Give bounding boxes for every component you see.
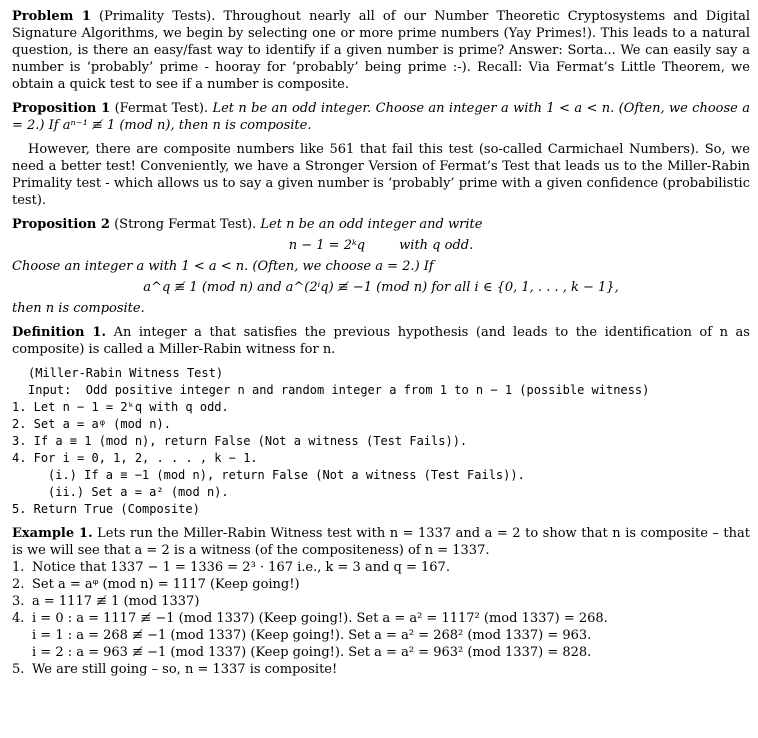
algorithm-step: 4. For i = 0, 1, 2, . . . , k − 1. bbox=[12, 451, 258, 465]
eq1: n − 1 = 2ᵏq bbox=[288, 238, 366, 253]
problem-paragraph bbox=[12, 8, 750, 93]
problem-title: (Primality Tests). bbox=[98, 9, 216, 24]
algorithm-title: (Miller-Rabin Witness Test) bbox=[28, 366, 224, 380]
example-step: i = 1 : a = 268 ≢ −1 (mod 1337) (Keep going!). Set a = a² = 268² (mod 1337) = 963. bbox=[32, 628, 592, 643]
example-step: i = 2 : a = 963 ≢ −1 (mod 1337) (Keep going!). Set a = a² = 963² (mod 1337) = 828. bbox=[32, 645, 592, 660]
eq1-condition: with q odd. bbox=[399, 238, 474, 253]
prop2-choose: Choose an integer a with 1 < a < n. (Often, we choose a = 2.) If bbox=[12, 259, 434, 274]
algorithm-step: 1. Let n − 1 = 2ᵏq with q odd. bbox=[12, 400, 229, 414]
algorithm-step: 5. Return True (Composite) bbox=[12, 502, 200, 516]
def1-body: An integer a that satisfies the previous hypothesis (and leads to the identification of n as composite) is called a Miller-Rabin witness for n. bbox=[12, 325, 750, 357]
prop2-intro: Let n be an odd integer and write bbox=[260, 217, 483, 232]
example-step: 1. Notice that 1337 − 1 = 1336 = 2³ · 167 i.e., k = 3 and q = 167. bbox=[12, 560, 450, 575]
equation-n-minus-1 bbox=[12, 237, 750, 254]
proposition-1 bbox=[12, 100, 750, 134]
prop2-heading: Proposition 2 bbox=[12, 217, 110, 232]
prop1-heading: Proposition 1 bbox=[12, 101, 111, 116]
prop2-title: (Strong Fermat Test). bbox=[114, 217, 257, 232]
example-body: Lets run the Miller-Rabin Witness test with n = 1337 and a = 2 to show that n is composite – that is we will see that a = 2 is a witness (of the compositeness) of n = 1337. bbox=[12, 526, 751, 558]
eq2: a^q ≢ 1 (mod n) and a^(2ⁱq) ≢ −1 (mod n) for all i ∈ {0, 1, . . . , k − 1}, bbox=[143, 280, 619, 295]
algorithm-substep: (ii.) Set a = a² (mod n). bbox=[48, 485, 229, 499]
algorithm-substep: (i.) If a ≡ −1 (mod n), return False (Not a witness (Test Fails)). bbox=[48, 468, 525, 482]
prop1-body: Let n be an odd integer. Choose an integer a with 1 < a < n. (Often, we choose a = 2.) If aⁿ⁻¹ ≢ 1 (mod n), then n is composite. bbox=[12, 101, 750, 133]
proposition-2 bbox=[12, 216, 750, 233]
carmichael-paragraph: However, there are composite numbers like 561 that fail this test (so-called Carmichael Numbers). So, we need a better test! Conveniently, we have a Stronger Version of Fermat’s Test that leads us to the Miller-Rabin Primality test - which allows us to say a given number is ‘probably’ prime with a given confidence (probabilistic test). bbox=[12, 142, 750, 208]
example-1 bbox=[12, 525, 750, 559]
example-heading: Example 1. bbox=[12, 526, 93, 541]
example-step: 4. i = 0 : a = 1117 ≢ −1 (mod 1337) (Keep going!). Set a = a² = 1117² (mod 1337) = 268. bbox=[12, 611, 608, 626]
example-step: 5. We are still going – so, n = 1337 is composite! bbox=[12, 662, 338, 677]
algorithm-input: Input: Odd positive integer n and random integer a from 1 to n − 1 (possible witness) bbox=[28, 383, 650, 397]
equation-conditions bbox=[12, 279, 750, 296]
algorithm-step: 3. If a ≡ 1 (mod n), return False (Not a witness (Test Fails)). bbox=[12, 434, 468, 448]
algorithm-step: 2. Set a = aᵠ (mod n). bbox=[12, 417, 171, 431]
example-steps bbox=[12, 559, 750, 678]
example-step: 3. a = 1117 ≢ 1 (mod 1337) bbox=[12, 594, 200, 609]
algorithm-block bbox=[12, 365, 750, 518]
problem-body: Throughout nearly all of our Number Theoretic Cryptosystems and Digital Signature Algorithms, we begin by selecting one or more prime numbers (Yay Primes!). This leads to a natural question, is there an easy/fast way to identify if a given number is prime? Answer: Sorta... We can easily say a number is ‘probably’ prime - hooray for ‘probably’ being prime :-). Recall: Via Fermat’s Little Theorem, we obtain a quick test to see if a number is composite. bbox=[12, 9, 750, 92]
example-step: 2. Set a = aᵠ (mod n) = 1117 (Keep going!) bbox=[12, 577, 300, 592]
prop2-conclusion: then n is composite. bbox=[12, 301, 145, 316]
def1-heading: Definition 1. bbox=[12, 325, 106, 340]
definition-1 bbox=[12, 324, 750, 358]
problem-heading: Problem 1 bbox=[12, 9, 91, 24]
prop1-title: (Fermat Test). bbox=[114, 101, 209, 116]
